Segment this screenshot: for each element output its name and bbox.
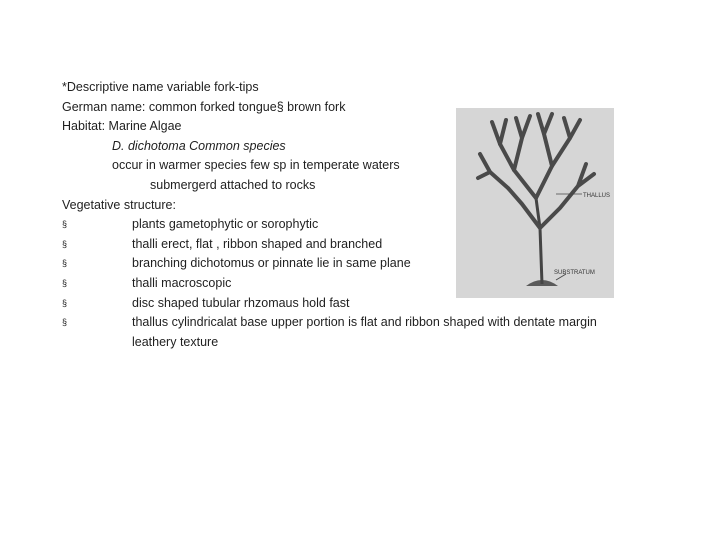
species-line: D. dichotoma Common species <box>112 138 286 153</box>
bullet-icon: § <box>62 258 68 269</box>
descriptive-name-line: *Descriptive name variable fork-tips <box>62 80 259 94</box>
bullet-icon: § <box>62 317 68 328</box>
occurrence-line: occur in warmer species few sp in temperate waters <box>112 158 400 173</box>
habitat-line: Habitat: Marine Algae <box>62 119 182 134</box>
attachment-line: submergerd attached to rocks <box>150 177 316 192</box>
bullet-text: plants gametophytic or sorophytic <box>132 217 319 232</box>
thallus-label: THALLUS <box>583 193 611 199</box>
dictyota-illustration <box>456 108 614 298</box>
bullet-text: thalli macroscopic <box>132 275 232 290</box>
vegetative-structure-heading: Vegetative structure: <box>62 197 176 212</box>
alga-drawing <box>456 108 614 298</box>
bullet-text: thalli erect, flat , ribbon shaped and branched <box>132 236 383 251</box>
german-name-line: German name: common forked tongue§ brown fork <box>62 99 346 114</box>
bullet-icon: § <box>62 219 68 230</box>
bullet-text: disc shaped tubular rhzomaus hold fast <box>132 295 350 310</box>
bullet-text: branching dichotomus or pinnate lie in same plane <box>132 256 411 271</box>
bullet-text: thallus cylindricalat base upper portion is flat and ribbon shaped with dentate margin leathery texture <box>132 315 597 349</box>
bullet-icon: § <box>62 297 68 308</box>
stipe-line <box>536 198 542 284</box>
substratum-label: SUBSTRATUM <box>554 270 595 276</box>
list-item <box>62 313 622 352</box>
branch-lines <box>478 114 594 228</box>
bullet-icon: § <box>62 277 68 288</box>
bullet-icon: § <box>62 238 68 249</box>
